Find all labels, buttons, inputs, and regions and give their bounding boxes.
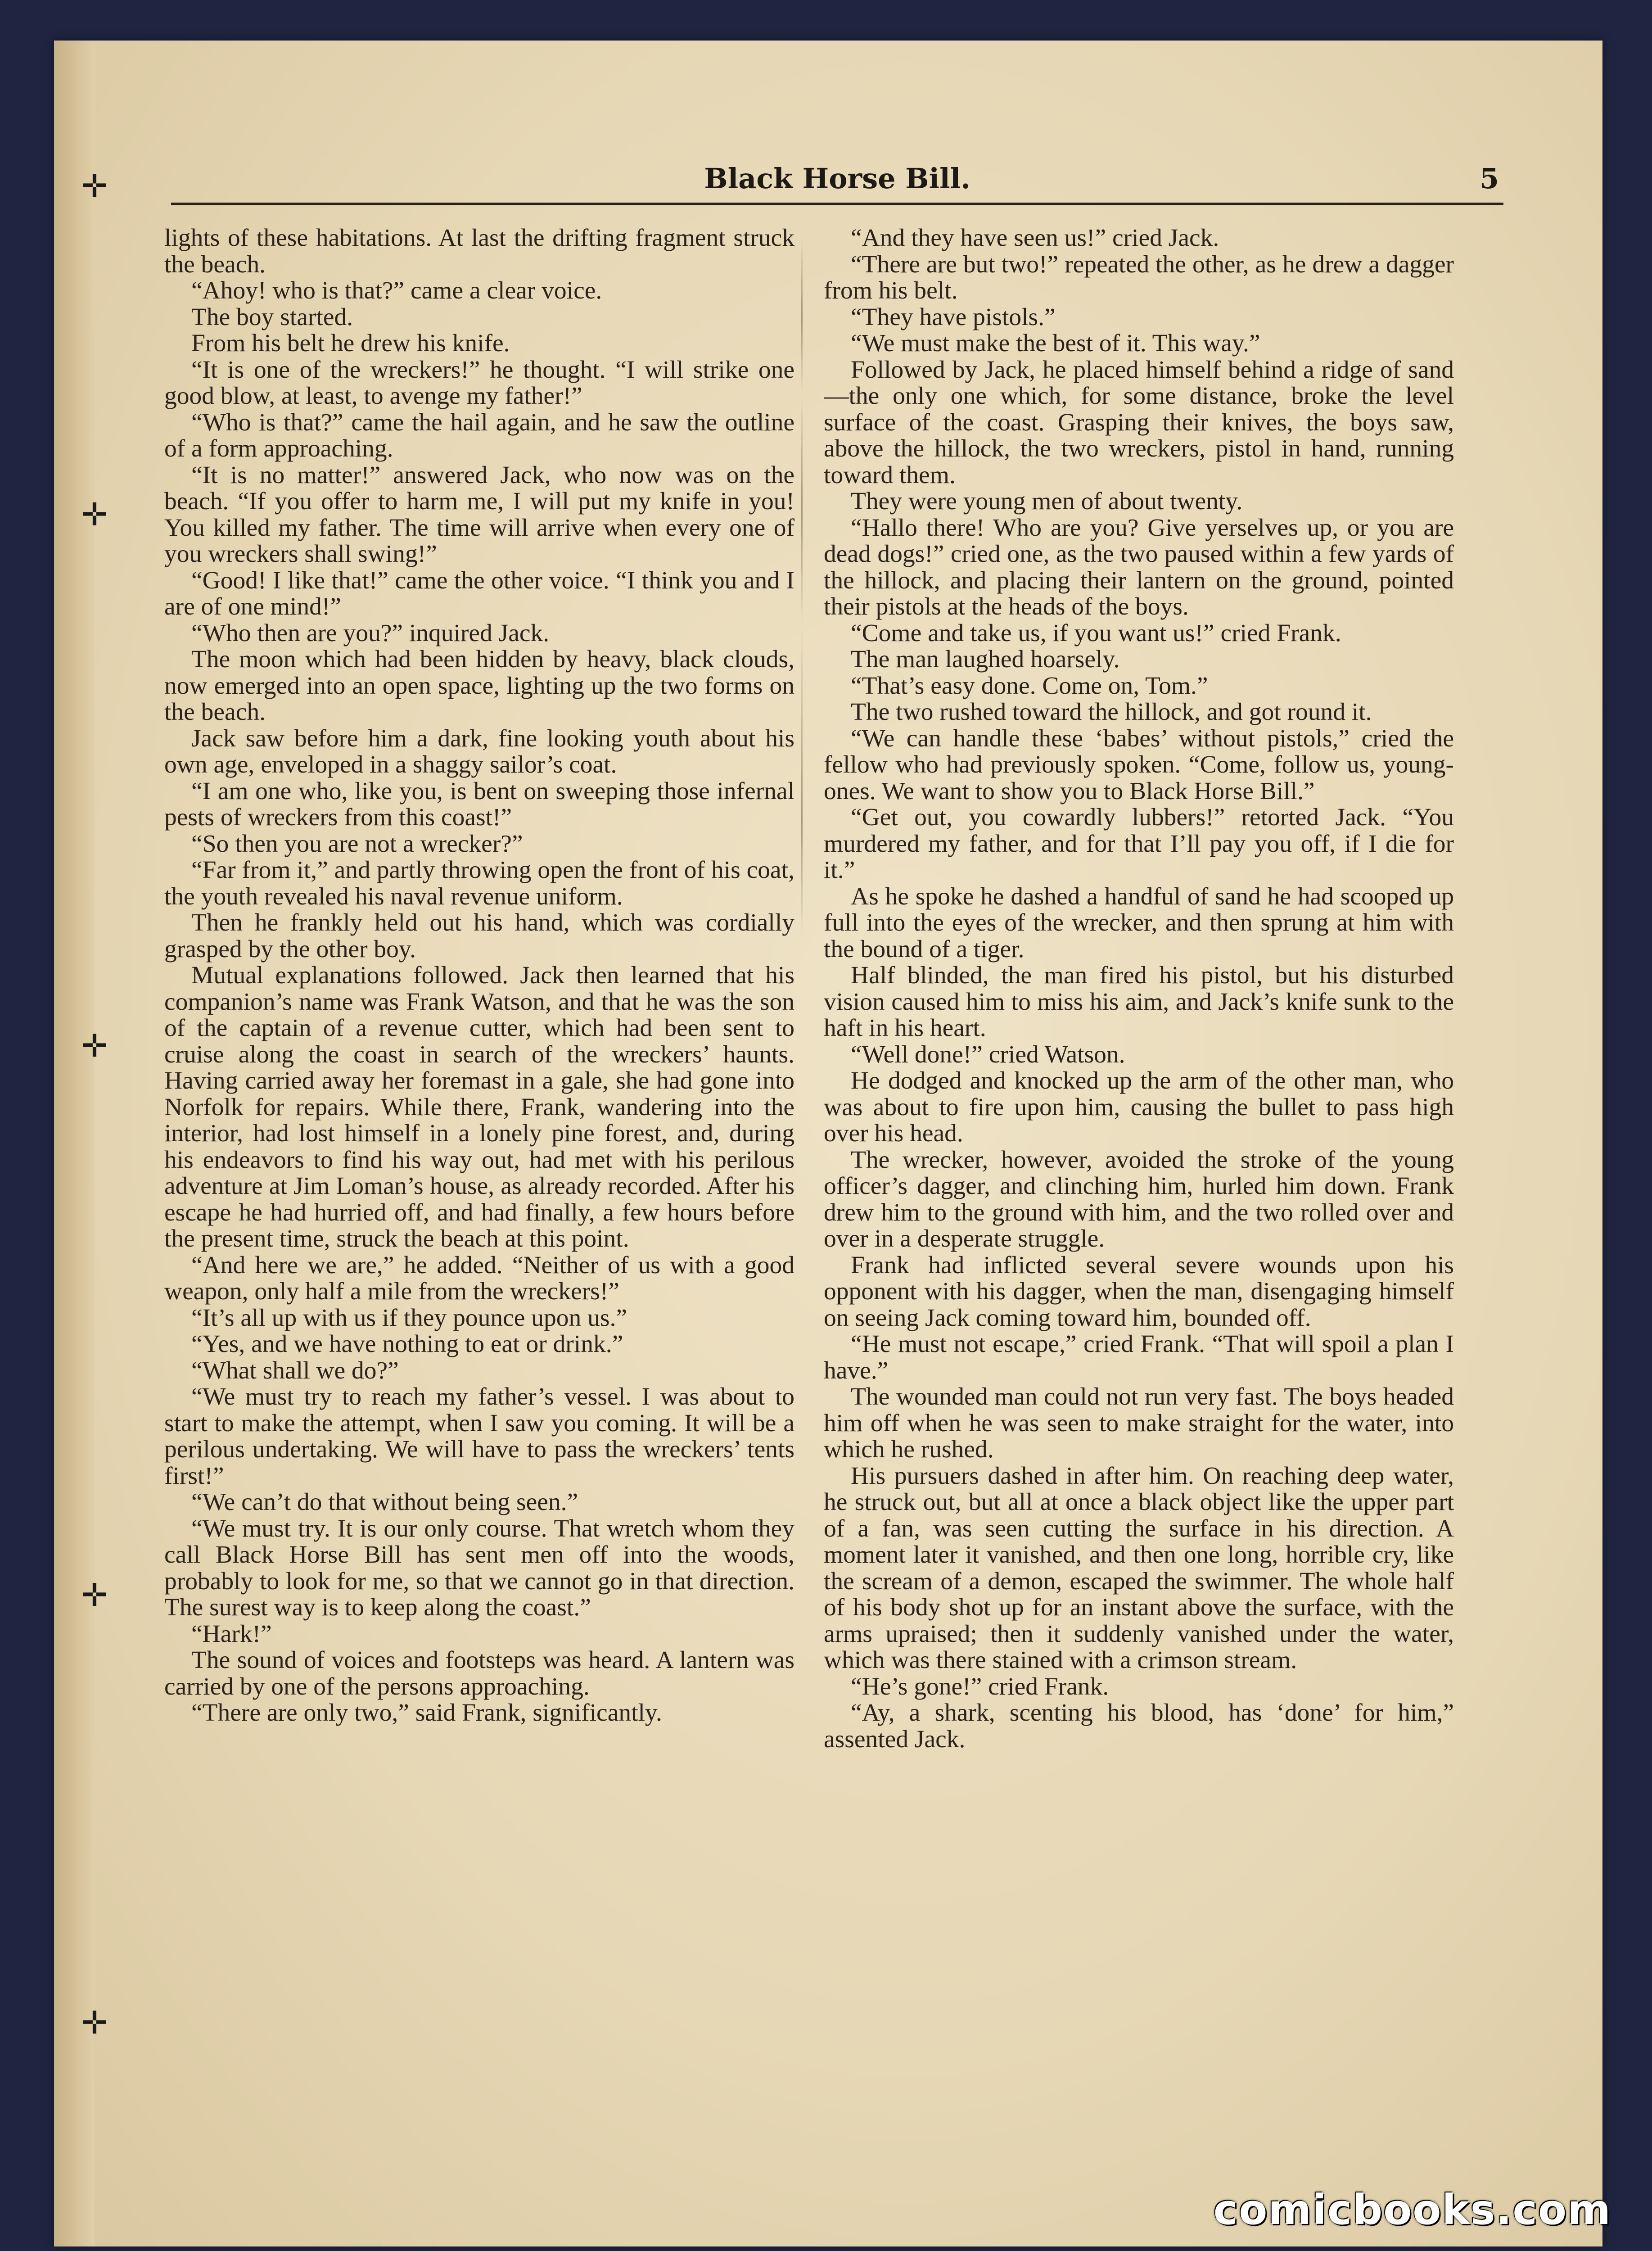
paragraph: “I am one who, like you, is bent on sweeping those infernal pests of wreckers from this coast!” — [164, 777, 794, 831]
paragraph: “We can’t do that without being seen.” — [191, 1488, 578, 1516]
paragraph: Jack saw before him a dark, fine looking youth about his own age, enveloped in a shaggy sailor’s coat. — [164, 724, 794, 778]
right-text-column — [824, 225, 1454, 2170]
column-divider — [801, 239, 803, 2174]
paragraph: “Who then are you?” inquired Jack. — [191, 619, 550, 647]
paragraph: “That’s easy done. Come on, Tom.” — [851, 672, 1208, 700]
site-watermark: comicbooks.com — [1213, 2186, 1611, 2234]
paragraph: “He must not escape,” cried Frank. “That will spoil a plan I have.” — [824, 1330, 1454, 1384]
paragraph: “Who is that?” came the hail again, and he saw the outline of a form approaching. — [164, 408, 794, 462]
paragraph: “There are only two,” said Frank, significantly. — [191, 1699, 662, 1727]
binding-stitch-icon: ✛ — [81, 1027, 108, 1064]
paragraph: “We must try to reach my father’s vessel. I was about to start to make the attempt, when I saw you coming. It will be a perilous undertaking. We will have to pass the wreckers’ tents first!” — [164, 1383, 794, 1490]
book-page — [54, 41, 1602, 2246]
paragraph: “He’s gone!” cried Frank. — [851, 1672, 1109, 1700]
paragraph: “Hallo there! Who are you? Give yerselves up, or you are dead dogs!” cried one, as the two paused within a few yards of the hillock, and placing their lantern on the ground, pointed their pistols at the heads of the boys. — [824, 514, 1454, 620]
paragraph: “And they have seen us!” cried Jack. — [851, 225, 1219, 252]
paragraph: “It is no matter!” answered Jack, who now was on the beach. “If you offer to harm me, I will put my knife in you! You killed my father. The time will arrive when every one of you wreckers shall swing!” — [164, 461, 794, 568]
paragraph: “We can handle these ‘babes’ without pistols,” cried the fellow who had previously spoken. “Come, follow us, young-ones. We want to show you to Black Horse Bill.” — [824, 724, 1454, 805]
paragraph: Mutual explanations followed. Jack then learned that his companion’s name was Frank Watson, and that he was the son of the captain of a revenue cutter, which had been sent to cruise along the coast in search of the wreckers’ haunts. Having carried away her foremast in a gale, she had gone into Norfolk for repairs. While there, Frank, wandering into the interior, had lost himself in a lonely pine forest, and, during his endeavors to find his way out, had met with his perilous adventure at Jim Loman’s house, as already recorded. After his escape he had hurried off, and had finally, a few hours before the present time, struck the beach at this point. — [164, 962, 794, 1252]
paragraph: “Ahoy! who is that?” came a clear voice. — [191, 277, 602, 304]
paragraph: From his belt he drew his knife. — [191, 330, 510, 357]
paragraph: Then he frankly held out his hand, which was cordially grasped by the other boy. — [164, 909, 794, 963]
paragraph: “And here we are,” he added. “Neither of us with a good weapon, only half a mile from the wreckers!” — [164, 1251, 794, 1305]
paragraph: Half blinded, the man fired his pistol, but his disturbed vision caused him to miss his aim, and Jack’s knife sunk to the haft in his heart. — [824, 962, 1454, 1042]
left-text-column — [164, 225, 794, 2170]
paragraph: His pursuers dashed in after him. On reaching deep water, he struck out, but all at once a black object like the upper part of a fan, was seen cutting the surface in his direction. A moment later it vanished, and then one long, horrible cry, like the scream of a demon, escaped the swimmer. The whole half of his body shot up for an instant above the surface, with the arms upraised; then it suddenly vanished under the water, which was there stained with a crimson stream. — [824, 1462, 1454, 1674]
page-spine — [54, 41, 95, 2246]
page-number: 5 — [1479, 162, 1499, 195]
paragraph: He dodged and knocked up the arm of the other man, who was about to fire upon him, causing the bullet to pass high over his head. — [824, 1067, 1454, 1147]
binding-stitch-icon: ✛ — [81, 496, 108, 533]
paragraph: “Ay, a shark, scenting his blood, has ‘done’ for him,” assented Jack. — [824, 1699, 1454, 1753]
binding-stitch-icon: ✛ — [81, 167, 108, 204]
paragraph: “Hark!” — [191, 1620, 272, 1648]
paragraph: The wounded man could not run very fast. The boys headed him off when he was seen to make straight for the water, into which he rushed. — [824, 1383, 1454, 1463]
paragraph: “Well done!” cried Watson. — [851, 1040, 1125, 1068]
binding-stitch-icon: ✛ — [81, 2004, 108, 2041]
running-header — [171, 149, 1503, 205]
binding-stitch-icon: ✛ — [81, 1577, 108, 1614]
paragraph: The boy started. — [191, 303, 353, 331]
paragraph: Followed by Jack, he placed himself behind a ridge of sand—the only one which, for some distance, broke the level surface of the coast. Grasping their knives, the boys saw, above the hillock, the two wreckers, pistol in hand, running toward them. — [824, 356, 1454, 489]
paragraph: “So then you are not a wrecker?” — [191, 830, 523, 858]
paragraph: As he spoke he dashed a handful of sand he had scooped up full into the eyes of the wrecker, and then sprung at him with the bound of a tiger. — [824, 882, 1454, 963]
paragraph: The moon which had been hidden by heavy, black clouds, now emerged into an open space, lighting up the two forms on the beach. — [164, 646, 794, 726]
paragraph: “We must make the best of it. This way.” — [851, 330, 1260, 357]
paragraph: “It is one of the wreckers!” he thought. “I will strike one good blow, at least, to avenge my father!” — [164, 356, 794, 410]
paragraph: The two rushed toward the hillock, and got round it. — [851, 698, 1372, 726]
paragraph: “Get out, you cowardly lubbers!” retorted Jack. “You murdered my father, and for that I’ll pay you off, if I die for it.” — [824, 804, 1454, 884]
paragraph: “Far from it,” and partly throwing open the front of his coat, the youth revealed his naval revenue uniform. — [164, 856, 794, 910]
paragraph: “They have pistols.” — [851, 303, 1056, 331]
paragraph: The man laughed hoarsely. — [851, 646, 1120, 673]
paragraph: “Yes, and we have nothing to eat or drink.” — [191, 1330, 623, 1358]
paragraph: “We must try. It is our only course. That wretch whom they call Black Horse Bill has sent men off into the woods, probably to look for me, so that we cannot go in that direction. The surest way is to keep along the coast.” — [164, 1514, 794, 1621]
paragraph: They were young men of about twenty. — [851, 488, 1243, 515]
paragraph: “Good! I like that!” came the other voice. “I think you and I are of one mind!” — [164, 566, 794, 620]
paragraph: The wrecker, however, avoided the stroke of the young officer’s dagger, and clinching him, hurled him down. Frank drew him to the ground with him, and the two rolled over and over in a desperate struggle. — [824, 1146, 1454, 1252]
paragraph: The sound of voices and footsteps was heard. A lantern was carried by one of the persons approaching. — [164, 1646, 794, 1700]
paragraph: “What shall we do?” — [191, 1356, 399, 1384]
page-title: Black Horse Bill. — [704, 162, 970, 195]
paragraph: Frank had inflicted several severe wounds upon his opponent with his dagger, when the man, disengaging himself on seeing Jack coming toward him, bounded off. — [824, 1251, 1454, 1332]
paragraph: lights of these habitations. At last the drifting fragment struck the beach. — [164, 225, 794, 278]
paragraph: “There are but two!” repeated the other, as he drew a dagger from his belt. — [824, 250, 1454, 304]
paragraph: “It’s all up with us if they pounce upon us.” — [191, 1304, 627, 1332]
paragraph: “Come and take us, if you want us!” cried Frank. — [851, 619, 1341, 647]
